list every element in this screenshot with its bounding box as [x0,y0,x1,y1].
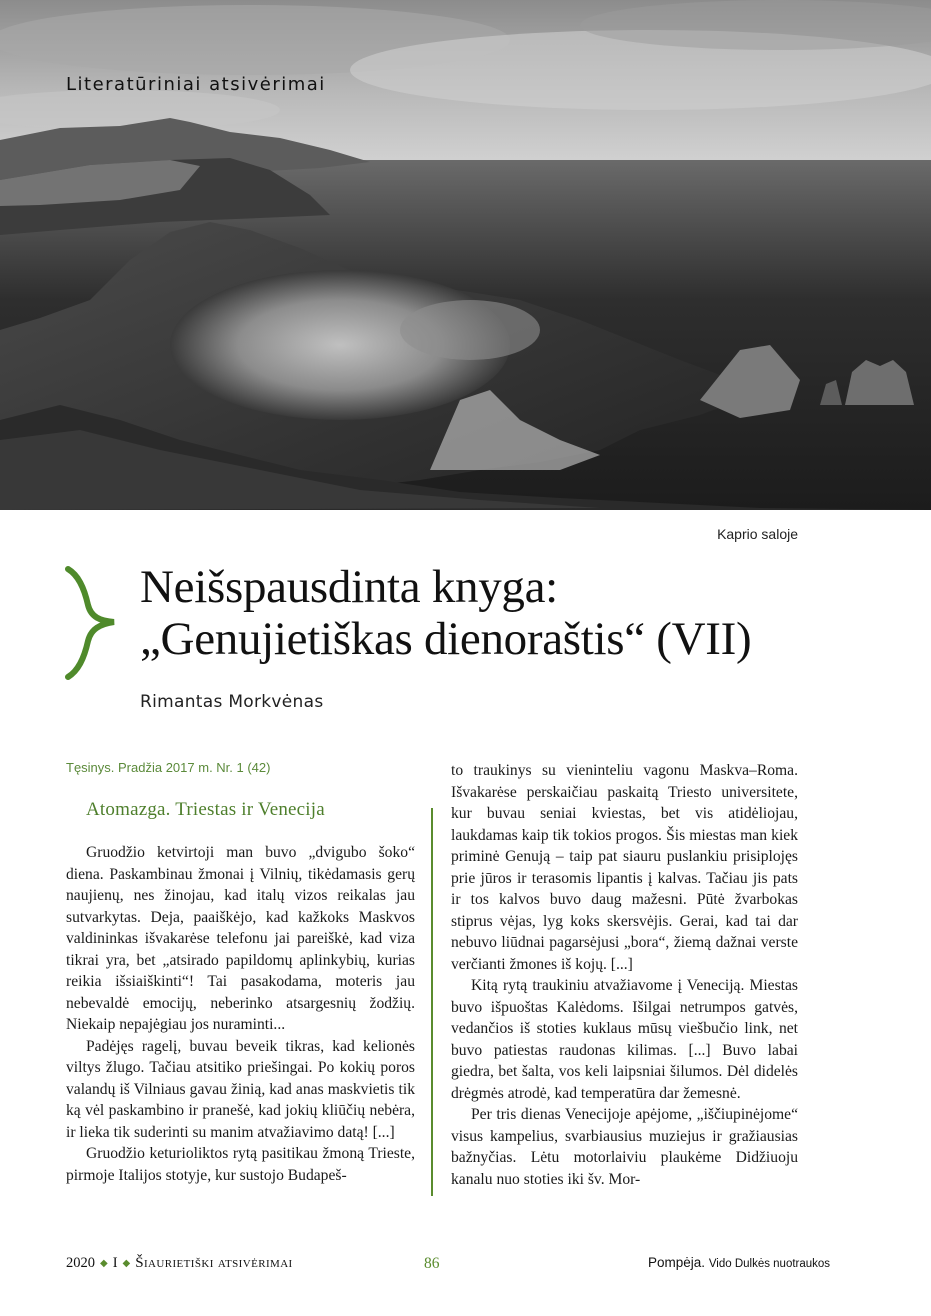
author-name: Rimantas Morkvėnas [140,692,324,712]
paragraph: Per tris dienas Venecijoje apėjome, „iščiupinėjome“ visus kampelius, svarbiausius muziejus ir gražiausias bažnyčias. Lėtu motorlaiviu plaukėme Didžiuoju kanalu nuo stoties iki šv. Mor- [451,1106,798,1188]
page-number: 86 [424,1255,440,1272]
paragraph: Kitą rytą traukiniu atvažiavome į Veneciją. Miestas buvo išpuoštas Kalėdoms. Išilgai netrumpos gatvės, vedančios iš stoties kuklaus mūsų viešbučio link, net buvo patiestas raudonas kilimas. [...] Buvo labai giedra, bet šalta, vos keli laipsniai šilumos. Dėl didelės drėgmės atrodė, kad temperatūra dar žemesnė. [451,977,798,1102]
footer-photo-title: Pompėja. [648,1255,706,1270]
text-column-right [451,760,798,1190]
diamond-icon: ◆ [100,1258,108,1269]
subheading: Atomazga. Triestas ir Venecija [86,799,325,820]
decorative-brace-icon [60,565,120,680]
text-column-left [66,842,415,1186]
photo-caption: Kaprio saloje [717,526,798,542]
footer-photo-credit [648,1255,830,1270]
continuation-note: Tęsinys. Pradžia 2017 m. Nr. 1 (42) [66,760,271,775]
paragraph: Padėjęs ragelį, buvau beveik tikras, kad kelionės viltys žlugo. Tačiau atsitiko priešingai. Po kokių poros valandų iš Vilniaus gavau žinią, kad anas maskvietis tik ką vėl paskambino ir pranešė, kad jokių kliūčių nebėra, ir lieka tik suderinti su manim atvažiavimo datą! [...] [66,1037,415,1141]
section-label: Literatūriniai atsivėrimai [66,74,326,95]
paragraph: Gruodžio ketvirtoji man buvo „dvigubo šoko“ diena. Paskambinau žmonai į Vilnių, tikėdamasis gerų naujienų, nes žinojau, kad italų vizos reikalas jau sutvarkytas. Deja, paaiškėjo, kad kažkoks Maskvos valdininkas išvakarėse telefonu jai pareiškė, kad viza tikrai yra, bet „atsirado papildomų aplinkybių, kurias reikia išsiaiškinti“! Tai pasakodama, moteris jau nebevaldė emocijų, neberinko atsargesnių žodžių. Niekaip nepajėgiau jos nuraminti... [66,844,415,1033]
footer-issue-info [66,1255,293,1272]
footer-credit: Vido Dulkės nuotraukos [708,1258,831,1270]
article-title [140,561,751,665]
footer-year: 2020 [66,1255,95,1271]
column-divider [431,808,433,1196]
title-line-2: „Genujietiškas dienoraštis“ (VII) [140,613,752,665]
diamond-icon: ◆ [122,1258,131,1269]
footer-magazine: Šiaurietiški atsivėrimai [135,1255,293,1271]
footer-issue: I [112,1255,118,1271]
paragraph: to traukinys su vieninteliu vagonu Maskva–Roma. Išvakarėse perskaičiau paskaitą Triesto universitete, kur buvau seniai kviestas, bet vis atidėliojau, laukdamas kaip tik tokios progos. Šis miestas man kiek priminė Genują – taip pat siauru puslankiu prisiplojęs prie jūros ir terasomis lipantis į kalvas. Tačiau jis pats ir tos kalvos buvo daug mažesni. Pūtė žvarbokas stiprus vėjas, lyg koks skersvėjis. Gerai, kad tai dar nebuvo liūdnai pagarsėjusi „bora“, žiemą dažnai verste verčianti žmones iš kojų. [...] [451,762,798,973]
title-line-1: Neišspausdinta knyga: [140,561,558,613]
paragraph: Gruodžio keturioliktos rytą pasitikau žmoną Trieste, pirmoje Italijos stotyje, kur sustojo Budapeš- [66,1145,415,1184]
